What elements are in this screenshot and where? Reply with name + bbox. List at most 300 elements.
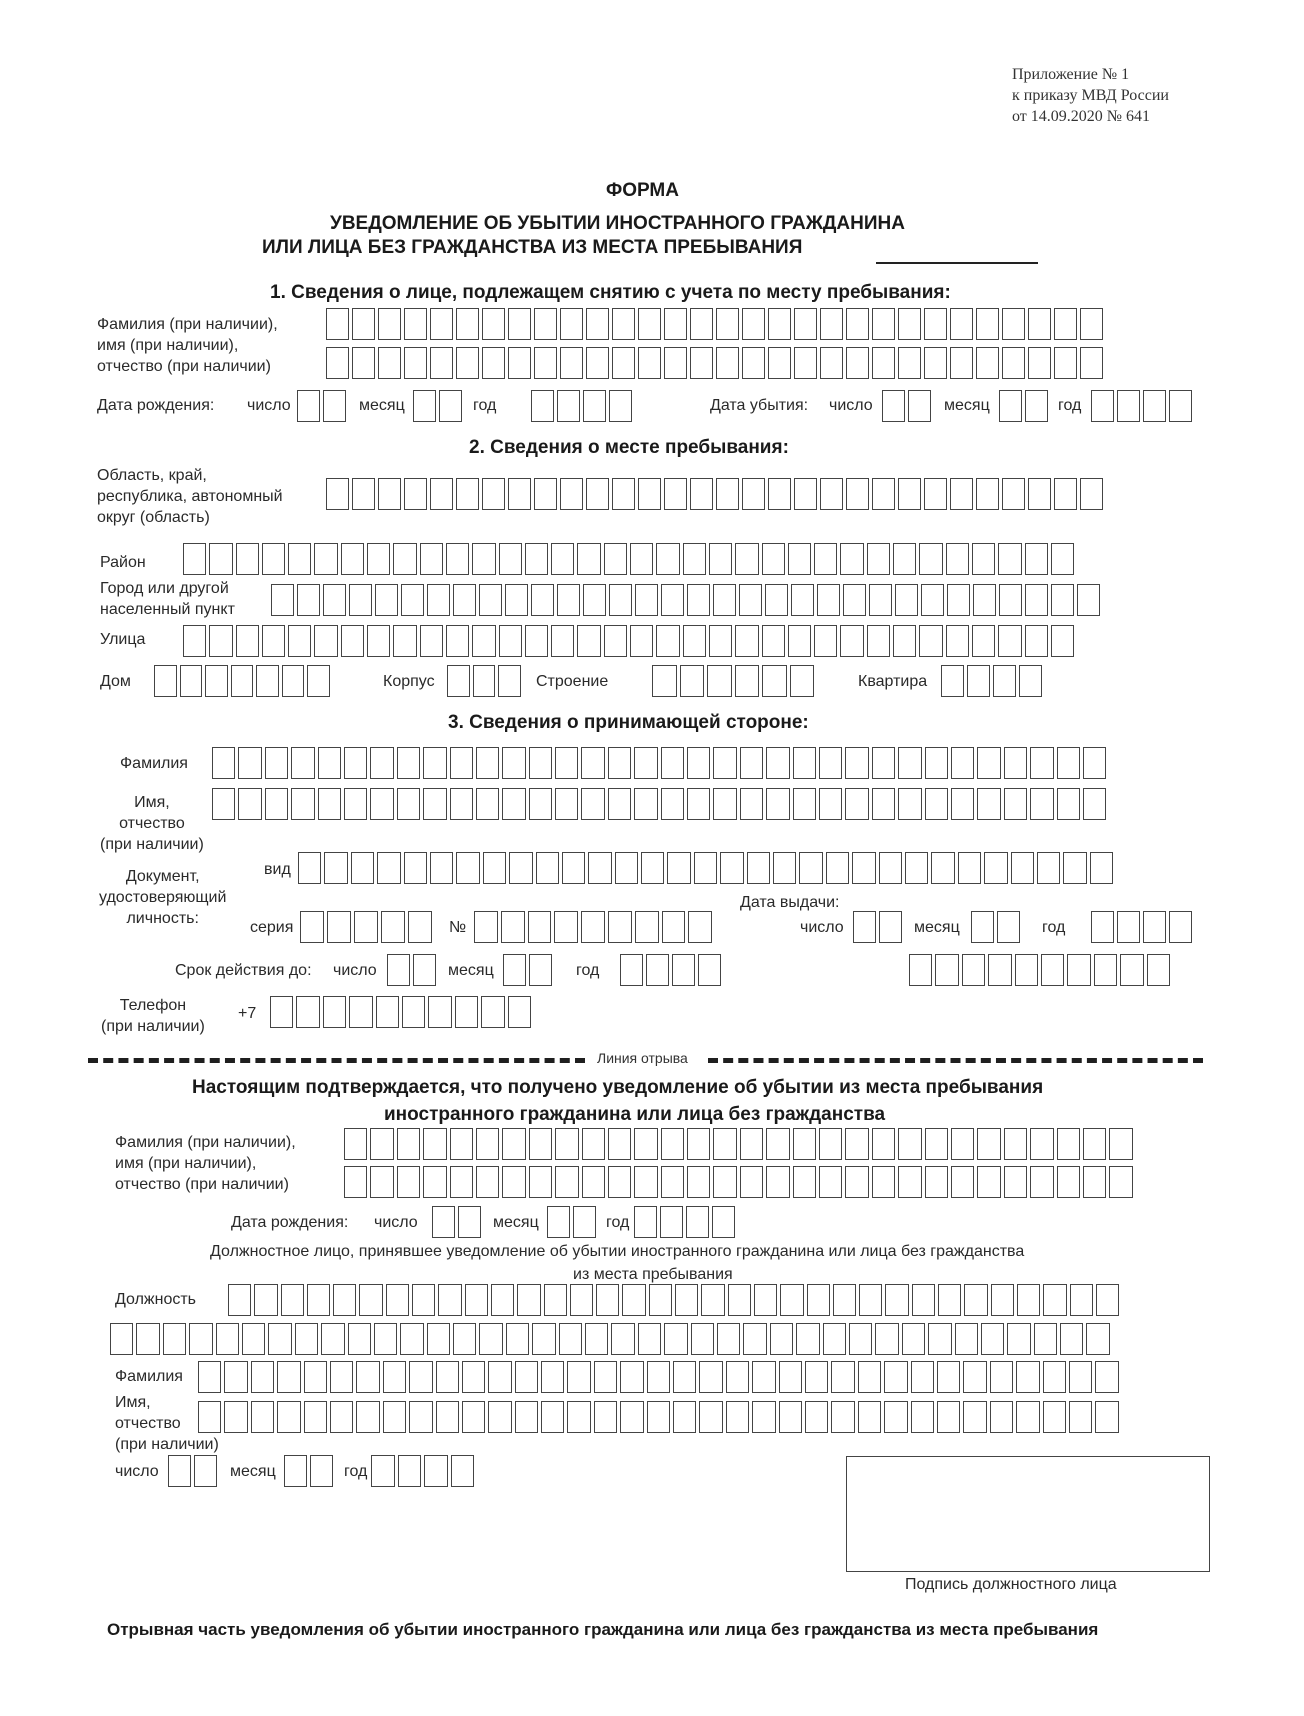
char-box[interactable] bbox=[941, 665, 964, 697]
char-box[interactable] bbox=[356, 1401, 379, 1433]
char-box[interactable] bbox=[699, 1401, 722, 1433]
char-box[interactable] bbox=[716, 347, 739, 379]
char-box[interactable] bbox=[573, 1206, 596, 1238]
char-box[interactable] bbox=[251, 1401, 274, 1433]
char-box[interactable] bbox=[262, 625, 285, 657]
char-box[interactable] bbox=[585, 1323, 608, 1355]
char-box[interactable] bbox=[397, 788, 420, 820]
char-box[interactable] bbox=[242, 1323, 265, 1355]
district-boxes[interactable] bbox=[183, 543, 1077, 575]
char-box[interactable] bbox=[297, 584, 320, 616]
char-box[interactable] bbox=[1034, 1323, 1057, 1355]
char-box[interactable] bbox=[555, 747, 578, 779]
char-box[interactable] bbox=[277, 1401, 300, 1433]
doc-number-boxes[interactable] bbox=[474, 911, 715, 943]
char-box[interactable] bbox=[664, 478, 687, 510]
char-box[interactable] bbox=[845, 788, 868, 820]
char-box[interactable] bbox=[726, 1401, 749, 1433]
char-box[interactable] bbox=[189, 1323, 212, 1355]
char-box[interactable] bbox=[209, 625, 232, 657]
char-box[interactable] bbox=[397, 1166, 420, 1198]
char-box[interactable] bbox=[735, 665, 760, 697]
char-box[interactable] bbox=[1095, 1361, 1118, 1393]
char-box[interactable] bbox=[921, 584, 944, 616]
house-boxes[interactable] bbox=[154, 665, 333, 697]
char-box[interactable] bbox=[482, 478, 505, 510]
char-box[interactable] bbox=[205, 665, 228, 697]
char-box[interactable] bbox=[541, 1361, 564, 1393]
char-box[interactable] bbox=[383, 1361, 406, 1393]
char-box[interactable] bbox=[740, 1166, 763, 1198]
char-box[interactable] bbox=[690, 347, 713, 379]
char-box[interactable] bbox=[991, 1284, 1014, 1316]
char-box[interactable] bbox=[726, 1361, 749, 1393]
char-box[interactable] bbox=[341, 625, 364, 657]
char-box[interactable] bbox=[852, 852, 875, 884]
char-box[interactable] bbox=[544, 1284, 567, 1316]
char-box[interactable] bbox=[1070, 1284, 1093, 1316]
char-box[interactable] bbox=[762, 543, 785, 575]
char-box[interactable] bbox=[370, 1166, 393, 1198]
char-box[interactable] bbox=[788, 543, 811, 575]
char-box[interactable] bbox=[456, 478, 479, 510]
char-box[interactable] bbox=[1147, 954, 1170, 986]
char-box[interactable] bbox=[893, 543, 916, 575]
char-box[interactable] bbox=[675, 1284, 698, 1316]
char-box[interactable] bbox=[635, 911, 659, 943]
char-box[interactable] bbox=[1080, 308, 1103, 340]
char-box[interactable] bbox=[439, 390, 462, 422]
char-box[interactable] bbox=[436, 1401, 459, 1433]
char-box[interactable] bbox=[609, 584, 632, 616]
char-box[interactable] bbox=[660, 1206, 683, 1238]
char-box[interactable] bbox=[398, 1455, 422, 1487]
char-box[interactable] bbox=[805, 1401, 828, 1433]
char-box[interactable] bbox=[450, 788, 473, 820]
char-box[interactable] bbox=[194, 1455, 217, 1487]
char-box[interactable] bbox=[291, 788, 314, 820]
confirm-birth-year-boxes[interactable] bbox=[634, 1206, 738, 1238]
char-box[interactable] bbox=[163, 1323, 186, 1355]
char-box[interactable] bbox=[971, 911, 994, 943]
char-box[interactable] bbox=[898, 347, 921, 379]
char-box[interactable] bbox=[951, 747, 974, 779]
char-box[interactable] bbox=[964, 1284, 987, 1316]
char-box[interactable] bbox=[397, 1128, 420, 1160]
char-box[interactable] bbox=[999, 390, 1022, 422]
char-box[interactable] bbox=[262, 543, 285, 575]
char-box[interactable] bbox=[937, 1361, 960, 1393]
char-box[interactable] bbox=[1004, 747, 1027, 779]
title-blank-line[interactable] bbox=[876, 262, 1038, 264]
char-box[interactable] bbox=[713, 584, 736, 616]
char-box[interactable] bbox=[649, 1284, 672, 1316]
char-box[interactable] bbox=[826, 852, 849, 884]
char-box[interactable] bbox=[393, 625, 416, 657]
char-box[interactable] bbox=[638, 308, 661, 340]
char-box[interactable] bbox=[562, 852, 585, 884]
char-box[interactable] bbox=[976, 478, 999, 510]
char-box[interactable] bbox=[430, 852, 453, 884]
char-box[interactable] bbox=[1086, 1323, 1109, 1355]
char-box[interactable] bbox=[687, 747, 710, 779]
char-box[interactable] bbox=[282, 665, 305, 697]
char-box[interactable] bbox=[344, 1166, 367, 1198]
char-box[interactable] bbox=[935, 954, 958, 986]
char-box[interactable] bbox=[635, 584, 658, 616]
char-box[interactable] bbox=[799, 852, 822, 884]
char-box[interactable] bbox=[1030, 1128, 1053, 1160]
char-box[interactable] bbox=[344, 788, 367, 820]
char-box[interactable] bbox=[1030, 1166, 1053, 1198]
char-box[interactable] bbox=[458, 1206, 481, 1238]
char-box[interactable] bbox=[409, 1401, 432, 1433]
char-box[interactable] bbox=[427, 1323, 450, 1355]
char-box[interactable] bbox=[713, 1166, 736, 1198]
char-box[interactable] bbox=[436, 1361, 459, 1393]
char-box[interactable] bbox=[1011, 852, 1034, 884]
char-box[interactable] bbox=[884, 1361, 907, 1393]
char-box[interactable] bbox=[1054, 347, 1077, 379]
char-box[interactable] bbox=[371, 1455, 395, 1487]
char-box[interactable] bbox=[503, 954, 526, 986]
person-fio-row-2[interactable] bbox=[326, 347, 1106, 379]
char-box[interactable] bbox=[288, 625, 311, 657]
char-box[interactable] bbox=[634, 747, 657, 779]
char-box[interactable] bbox=[349, 584, 372, 616]
char-box[interactable] bbox=[529, 747, 552, 779]
char-box[interactable] bbox=[557, 584, 580, 616]
char-box[interactable] bbox=[583, 584, 606, 616]
char-box[interactable] bbox=[712, 1206, 735, 1238]
char-box[interactable] bbox=[1057, 1128, 1080, 1160]
char-box[interactable] bbox=[270, 996, 293, 1028]
char-box[interactable] bbox=[555, 1128, 578, 1160]
char-box[interactable] bbox=[455, 996, 478, 1028]
char-box[interactable] bbox=[1002, 478, 1025, 510]
char-box[interactable] bbox=[779, 1361, 802, 1393]
char-box[interactable] bbox=[1143, 390, 1166, 422]
confirm-fio-row-1[interactable] bbox=[344, 1128, 1136, 1160]
char-box[interactable] bbox=[879, 911, 902, 943]
char-box[interactable] bbox=[667, 852, 690, 884]
char-box[interactable] bbox=[1091, 911, 1114, 943]
char-box[interactable] bbox=[950, 478, 973, 510]
char-box[interactable] bbox=[898, 1128, 921, 1160]
char-box[interactable] bbox=[1028, 347, 1051, 379]
char-box[interactable] bbox=[367, 543, 390, 575]
char-box[interactable] bbox=[612, 347, 635, 379]
char-box[interactable] bbox=[277, 1361, 300, 1393]
char-box[interactable] bbox=[423, 788, 446, 820]
char-box[interactable] bbox=[612, 478, 635, 510]
char-box[interactable] bbox=[136, 1323, 159, 1355]
char-box[interactable] bbox=[298, 852, 321, 884]
char-box[interactable] bbox=[1069, 1361, 1092, 1393]
char-box[interactable] bbox=[430, 478, 453, 510]
char-box[interactable] bbox=[905, 852, 928, 884]
char-box[interactable] bbox=[453, 1323, 476, 1355]
char-box[interactable] bbox=[687, 1128, 710, 1160]
char-box[interactable] bbox=[754, 1284, 777, 1316]
char-box[interactable] bbox=[993, 665, 1016, 697]
char-box[interactable] bbox=[1015, 954, 1038, 986]
char-box[interactable] bbox=[281, 1284, 304, 1316]
char-box[interactable] bbox=[238, 747, 261, 779]
char-box[interactable] bbox=[898, 788, 921, 820]
char-box[interactable] bbox=[950, 347, 973, 379]
char-box[interactable] bbox=[820, 308, 843, 340]
char-box[interactable] bbox=[501, 911, 525, 943]
char-box[interactable] bbox=[846, 308, 869, 340]
char-box[interactable] bbox=[508, 996, 531, 1028]
char-box[interactable] bbox=[427, 584, 450, 616]
char-box[interactable] bbox=[869, 584, 892, 616]
char-box[interactable] bbox=[1028, 478, 1051, 510]
char-box[interactable] bbox=[998, 543, 1021, 575]
char-box[interactable] bbox=[370, 788, 393, 820]
char-box[interactable] bbox=[638, 347, 661, 379]
char-box[interactable] bbox=[790, 665, 815, 697]
char-box[interactable] bbox=[882, 390, 905, 422]
char-box[interactable] bbox=[972, 625, 995, 657]
char-box[interactable] bbox=[212, 788, 235, 820]
char-box[interactable] bbox=[1057, 747, 1080, 779]
char-box[interactable] bbox=[831, 1401, 854, 1433]
char-box[interactable] bbox=[476, 1128, 499, 1160]
char-box[interactable] bbox=[911, 1361, 934, 1393]
char-box[interactable] bbox=[938, 1284, 961, 1316]
char-box[interactable] bbox=[378, 308, 401, 340]
char-box[interactable] bbox=[691, 1323, 714, 1355]
char-box[interactable] bbox=[450, 1166, 473, 1198]
char-box[interactable] bbox=[381, 911, 405, 943]
char-box[interactable] bbox=[1019, 665, 1042, 697]
char-box[interactable] bbox=[341, 543, 364, 575]
char-box[interactable] bbox=[251, 1361, 274, 1393]
char-box[interactable] bbox=[661, 1166, 684, 1198]
char-box[interactable] bbox=[354, 911, 378, 943]
char-box[interactable] bbox=[479, 584, 502, 616]
char-box[interactable] bbox=[867, 625, 890, 657]
char-box[interactable] bbox=[515, 1361, 538, 1393]
char-box[interactable] bbox=[647, 1401, 670, 1433]
char-box[interactable] bbox=[683, 625, 706, 657]
sign-month-boxes[interactable] bbox=[284, 1455, 336, 1487]
char-box[interactable] bbox=[376, 996, 399, 1028]
char-box[interactable] bbox=[1016, 1361, 1039, 1393]
char-box[interactable] bbox=[473, 665, 496, 697]
char-box[interactable] bbox=[1002, 347, 1025, 379]
char-box[interactable] bbox=[1043, 1401, 1066, 1433]
char-box[interactable] bbox=[946, 625, 969, 657]
char-box[interactable] bbox=[474, 911, 498, 943]
char-box[interactable] bbox=[168, 1455, 191, 1487]
char-box[interactable] bbox=[611, 1323, 634, 1355]
char-box[interactable] bbox=[793, 747, 816, 779]
char-box[interactable] bbox=[872, 1166, 895, 1198]
char-box[interactable] bbox=[404, 478, 427, 510]
char-box[interactable] bbox=[998, 625, 1021, 657]
char-box[interactable] bbox=[582, 1128, 605, 1160]
char-box[interactable] bbox=[1054, 308, 1077, 340]
char-box[interactable] bbox=[525, 543, 548, 575]
char-box[interactable] bbox=[333, 1284, 356, 1316]
char-box[interactable] bbox=[401, 584, 424, 616]
char-box[interactable] bbox=[661, 1128, 684, 1160]
char-box[interactable] bbox=[845, 1166, 868, 1198]
char-box[interactable] bbox=[951, 1128, 974, 1160]
char-box[interactable] bbox=[554, 911, 578, 943]
char-box[interactable] bbox=[620, 954, 643, 986]
char-box[interactable] bbox=[630, 543, 653, 575]
char-box[interactable] bbox=[525, 625, 548, 657]
char-box[interactable] bbox=[482, 308, 505, 340]
char-box[interactable] bbox=[462, 1361, 485, 1393]
char-box[interactable] bbox=[209, 543, 232, 575]
char-box[interactable] bbox=[728, 1284, 751, 1316]
char-box[interactable] bbox=[412, 1284, 435, 1316]
char-box[interactable] bbox=[583, 390, 606, 422]
char-box[interactable] bbox=[1083, 1166, 1106, 1198]
char-box[interactable] bbox=[1080, 478, 1103, 510]
char-box[interactable] bbox=[788, 625, 811, 657]
char-box[interactable] bbox=[630, 625, 653, 657]
char-box[interactable] bbox=[773, 852, 796, 884]
char-box[interactable] bbox=[509, 852, 532, 884]
char-box[interactable] bbox=[843, 584, 866, 616]
char-box[interactable] bbox=[456, 347, 479, 379]
char-box[interactable] bbox=[858, 1401, 881, 1433]
char-box[interactable] bbox=[352, 308, 375, 340]
char-box[interactable] bbox=[586, 347, 609, 379]
char-box[interactable] bbox=[898, 1166, 921, 1198]
char-box[interactable] bbox=[1080, 347, 1103, 379]
char-box[interactable] bbox=[752, 1361, 775, 1393]
char-box[interactable] bbox=[236, 543, 259, 575]
char-box[interactable] bbox=[1016, 1401, 1039, 1433]
char-box[interactable] bbox=[323, 390, 346, 422]
char-box[interactable] bbox=[567, 1361, 590, 1393]
char-box[interactable] bbox=[438, 1284, 461, 1316]
char-box[interactable] bbox=[912, 1284, 935, 1316]
char-box[interactable] bbox=[656, 625, 679, 657]
char-box[interactable] bbox=[488, 1361, 511, 1393]
char-box[interactable] bbox=[451, 1455, 475, 1487]
char-box[interactable] bbox=[928, 1323, 951, 1355]
char-box[interactable] bbox=[768, 308, 791, 340]
char-box[interactable] bbox=[370, 1128, 393, 1160]
char-box[interactable] bbox=[951, 1166, 974, 1198]
char-box[interactable] bbox=[879, 852, 902, 884]
char-box[interactable] bbox=[216, 1323, 239, 1355]
char-box[interactable] bbox=[386, 1284, 409, 1316]
char-box[interactable] bbox=[673, 1361, 696, 1393]
char-box[interactable] bbox=[925, 1128, 948, 1160]
char-box[interactable] bbox=[348, 1323, 371, 1355]
char-box[interactable] bbox=[1109, 1128, 1132, 1160]
char-box[interactable] bbox=[154, 665, 177, 697]
char-box[interactable] bbox=[768, 347, 791, 379]
char-box[interactable] bbox=[709, 543, 732, 575]
char-box[interactable] bbox=[902, 1323, 925, 1355]
char-box[interactable] bbox=[508, 478, 531, 510]
char-box[interactable] bbox=[634, 788, 657, 820]
char-box[interactable] bbox=[895, 584, 918, 616]
char-box[interactable] bbox=[690, 308, 713, 340]
char-box[interactable] bbox=[1067, 954, 1090, 986]
char-box[interactable] bbox=[608, 911, 632, 943]
departure-day-boxes[interactable] bbox=[882, 390, 934, 422]
char-box[interactable] bbox=[428, 996, 451, 1028]
char-box[interactable] bbox=[1120, 954, 1143, 986]
char-box[interactable] bbox=[766, 1128, 789, 1160]
char-box[interactable] bbox=[977, 747, 1000, 779]
departure-month-boxes[interactable] bbox=[999, 390, 1051, 422]
char-box[interactable] bbox=[908, 390, 931, 422]
char-box[interactable] bbox=[1117, 911, 1140, 943]
street-boxes[interactable] bbox=[183, 625, 1077, 657]
char-box[interactable] bbox=[766, 788, 789, 820]
position-boxes-row-1[interactable] bbox=[228, 1284, 1122, 1316]
char-box[interactable] bbox=[875, 1323, 898, 1355]
char-box[interactable] bbox=[502, 1128, 525, 1160]
char-box[interactable] bbox=[699, 1361, 722, 1393]
char-box[interactable] bbox=[819, 747, 842, 779]
char-box[interactable] bbox=[323, 996, 346, 1028]
char-box[interactable] bbox=[793, 788, 816, 820]
char-box[interactable] bbox=[594, 1361, 617, 1393]
char-box[interactable] bbox=[400, 1323, 423, 1355]
char-box[interactable] bbox=[1051, 625, 1074, 657]
char-box[interactable] bbox=[976, 347, 999, 379]
char-box[interactable] bbox=[720, 852, 743, 884]
char-box[interactable] bbox=[853, 911, 876, 943]
char-box[interactable] bbox=[780, 1284, 803, 1316]
char-box[interactable] bbox=[110, 1323, 133, 1355]
char-box[interactable] bbox=[909, 954, 932, 986]
char-box[interactable] bbox=[291, 747, 314, 779]
char-box[interactable] bbox=[845, 1128, 868, 1160]
doc-series-boxes[interactable] bbox=[300, 911, 435, 943]
official-name-boxes[interactable] bbox=[198, 1401, 1122, 1433]
char-box[interactable] bbox=[349, 996, 372, 1028]
char-box[interactable] bbox=[531, 584, 554, 616]
char-box[interactable] bbox=[898, 478, 921, 510]
char-box[interactable] bbox=[446, 625, 469, 657]
char-box[interactable] bbox=[1169, 911, 1192, 943]
char-box[interactable] bbox=[300, 911, 324, 943]
char-box[interactable] bbox=[1143, 911, 1166, 943]
stroenie-boxes[interactable] bbox=[652, 665, 817, 697]
char-box[interactable] bbox=[212, 747, 235, 779]
char-box[interactable] bbox=[735, 543, 758, 575]
char-box[interactable] bbox=[762, 665, 787, 697]
char-box[interactable] bbox=[531, 390, 554, 422]
char-box[interactable] bbox=[817, 584, 840, 616]
char-box[interactable] bbox=[560, 478, 583, 510]
char-box[interactable] bbox=[430, 308, 453, 340]
char-box[interactable] bbox=[997, 911, 1020, 943]
char-box[interactable] bbox=[586, 478, 609, 510]
char-box[interactable] bbox=[268, 1323, 291, 1355]
char-box[interactable] bbox=[819, 1128, 842, 1160]
char-box[interactable] bbox=[180, 665, 203, 697]
char-box[interactable] bbox=[502, 788, 525, 820]
host-surname-boxes[interactable] bbox=[212, 747, 1109, 779]
phone-boxes[interactable] bbox=[270, 996, 534, 1028]
char-box[interactable] bbox=[999, 584, 1022, 616]
